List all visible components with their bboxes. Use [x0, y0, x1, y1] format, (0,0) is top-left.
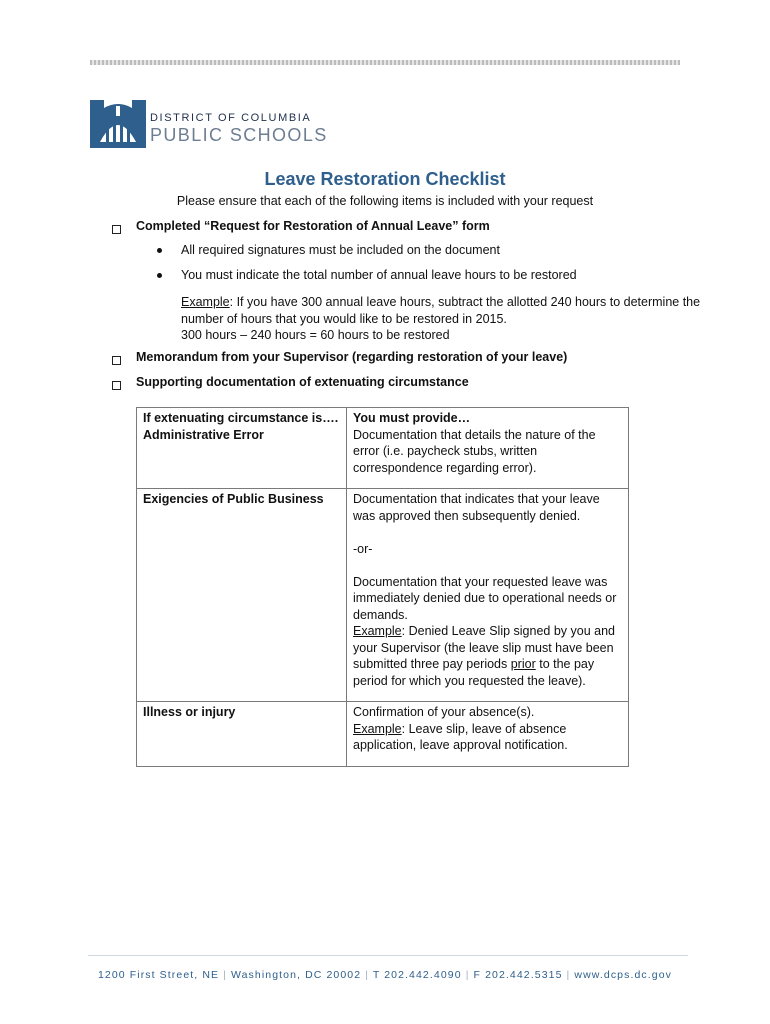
checkbox-request-form[interactable] — [112, 225, 121, 234]
provide-admin-error: Documentation that details the nature of the error (i.e. paycheck stubs, written correspondence regarding error). — [353, 427, 596, 475]
footer — [0, 969, 770, 981]
footer-phone: T 202.442.4090 — [372, 969, 462, 981]
item-memorandum: Memorandum from your Supervisor (regarding restoration of your leave) — [136, 350, 568, 364]
provide-exigencies-b: Documentation that your requested leave was immediately denied due to operational needs or demands. — [353, 574, 617, 622]
footer-separator: | — [365, 969, 370, 981]
example-text: : Leave slip, leave of absence application, leave approval notification. — [353, 721, 568, 752]
item-request-form: Completed “Request for Restoration of Annual Leave” form — [136, 219, 490, 233]
table-row — [137, 408, 629, 489]
circumstance-table — [136, 407, 629, 767]
circumstance-admin-error: Administrative Error — [143, 427, 264, 442]
or-separator: -or- — [353, 541, 373, 556]
bullet-icon — [157, 248, 162, 253]
footer-separator: | — [566, 969, 571, 981]
footer-city: Washington, DC 20002 — [231, 969, 362, 981]
table-row — [137, 702, 629, 767]
footer-fax: F 202.442.5315 — [473, 969, 563, 981]
example-text: to the pay period for which you requested the leave). — [353, 657, 595, 688]
col1-header: If extenuating circumstance is…. — [143, 411, 339, 425]
org-name-line1: DISTRICT OF COLUMBIA — [150, 112, 312, 124]
capitol-dome-icon — [90, 98, 146, 148]
prior-word: prior — [510, 657, 536, 671]
footer-address: 1200 First Street, NE — [97, 969, 220, 981]
footer-separator: | — [465, 969, 470, 981]
checkbox-supporting-docs[interactable] — [112, 381, 121, 390]
example-text: : Denied Leave Slip signed by you and your Supervisor (the leave slip must have been submitted three pay periods — [353, 624, 615, 671]
provide-exigencies-a: Documentation that indicates that your leave was approved then subsequently denied. — [353, 492, 600, 523]
page-title: Leave Restoration Checklist — [264, 169, 506, 189]
example-label: Example — [181, 295, 230, 309]
table-row — [137, 489, 629, 702]
bullet-icon — [157, 273, 162, 278]
checkbox-memorandum[interactable] — [112, 356, 121, 365]
footer-separator: | — [223, 969, 227, 981]
bullet-signatures: All required signatures must be included on the document — [181, 243, 500, 257]
table-cell — [347, 489, 629, 702]
example-block — [181, 294, 701, 344]
example-label: Example — [353, 721, 402, 736]
exigencies-example — [353, 623, 622, 689]
example-text: : If you have 300 annual leave hours, subtract the allotted 240 hours to determine the number of hours that you would like to be restored in 2015. — [181, 295, 701, 326]
circumstance-illness: Illness or injury — [137, 702, 347, 767]
circumstance-exigencies: Exigencies of Public Business — [137, 489, 347, 702]
item-supporting-docs: Supporting documentation of extenuating circumstance — [136, 375, 469, 389]
provide-illness: Confirmation of your absence(s). — [353, 705, 535, 719]
col2-header: You must provide… — [353, 411, 471, 425]
table-cell — [347, 408, 629, 489]
top-divider — [90, 60, 680, 65]
example-calc: 300 hours – 240 hours = 60 hours to be restored — [181, 328, 450, 342]
table-cell — [347, 702, 629, 767]
illness-example — [353, 721, 622, 754]
table-cell — [137, 408, 347, 489]
bullet-hours: You must indicate the total number of annual leave hours to be restored — [181, 268, 577, 282]
example-label: Example — [353, 624, 402, 638]
intro-text: Please ensure that each of the following items is included with your request — [176, 194, 594, 208]
footer-divider — [88, 955, 688, 956]
footer-website-link[interactable]: www.dcps.dc.gov — [574, 969, 673, 981]
org-name-line2: PUBLIC SCHOOLS — [150, 125, 328, 145]
